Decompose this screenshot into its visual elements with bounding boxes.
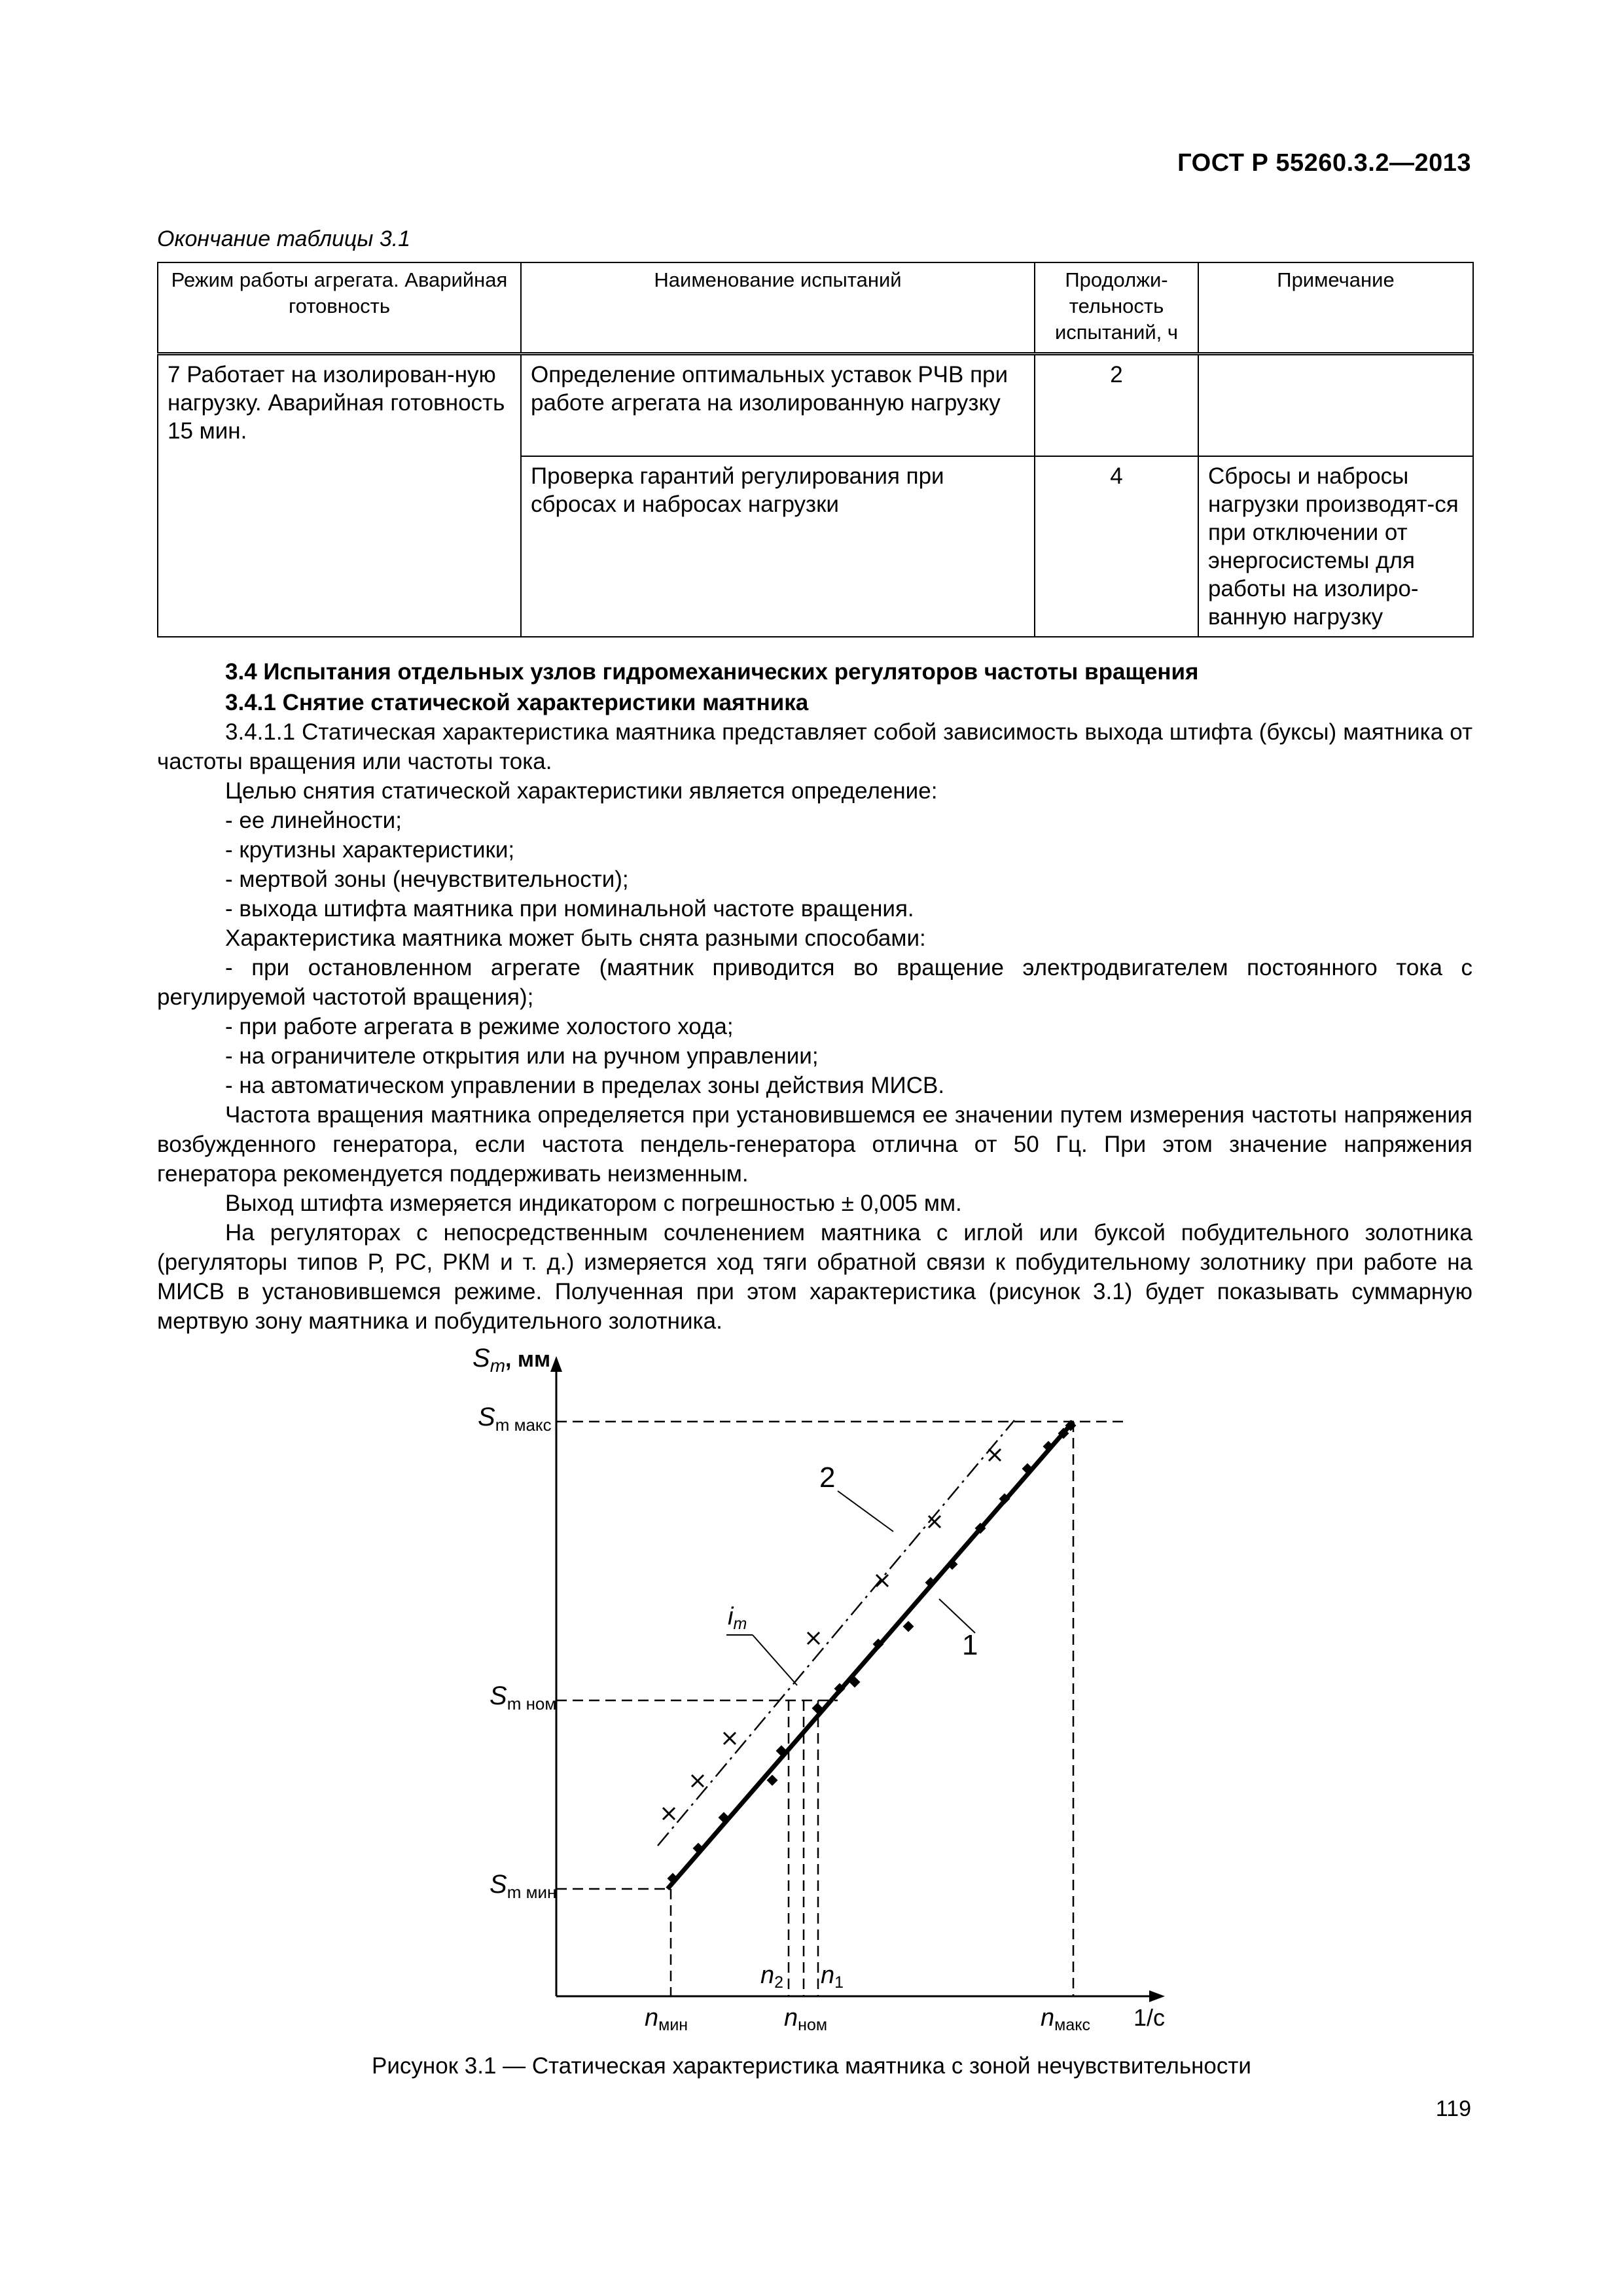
curve-1 xyxy=(668,1422,1073,1889)
curve-1-leader xyxy=(939,1599,975,1633)
data-point xyxy=(767,1775,778,1786)
list-item: - крутизны характеристики; xyxy=(225,837,515,863)
list-item: - мертвой зоны (нечувствительности); xyxy=(225,867,629,892)
n2-label: n2 xyxy=(760,1962,784,1992)
curve-2-number: 2 xyxy=(819,1462,836,1494)
table-row xyxy=(158,354,1473,456)
curve-2 xyxy=(658,1420,1014,1846)
snom-label: $S_{m ном}$ xyxy=(490,1681,557,1713)
cell-test: Определение оптимальных уставок РЧВ при работе агрегата на изолированную нагрузку xyxy=(521,354,1035,456)
smin-label: $S_{m мин}$ xyxy=(490,1870,557,1902)
cell-mode: 7 Работает на изолирован-ную нагрузку. Аварийная готовность 15 мин. xyxy=(158,354,521,637)
col-header-mode: Режим работы агрегата. Аварийная готовность xyxy=(158,262,521,354)
nnom-label: nном xyxy=(784,2004,828,2034)
data-point xyxy=(724,1732,736,1744)
smax-label: $S_{m макс}$ xyxy=(478,1403,552,1435)
y-axis-label: $S_m^{, мм}$ xyxy=(473,1344,551,1376)
data-point xyxy=(929,1516,940,1528)
curve-1-number: 1 xyxy=(962,1629,978,1661)
table-caption: Окончание таблицы 3.1 xyxy=(157,226,411,251)
nmin-label: nмин xyxy=(645,2004,688,2034)
figure-3-1 xyxy=(445,1342,1217,2049)
x-axis-unit: 1/с xyxy=(1133,2004,1166,2031)
list-item: - на ограничителе открытия или на ручном управлении; xyxy=(225,1043,819,1069)
data-point xyxy=(663,1808,675,1820)
cell-note xyxy=(1198,354,1473,456)
cell-duration: 2 xyxy=(1035,354,1198,456)
col-header-test: Наименование испытаний xyxy=(521,262,1035,354)
x-axis-arrow-icon xyxy=(1149,1990,1165,2002)
list-item: - на автоматическом управлении в пределах зоны действия МИСВ. xyxy=(225,1073,945,1098)
table-header-row xyxy=(158,262,1473,354)
data-point xyxy=(668,1873,679,1884)
curve-2-points xyxy=(663,1449,1001,1820)
heading-3-4-1: 3.4.1 Снятие статической характеристики маятника xyxy=(225,690,809,715)
col-header-duration: Продолжи-тельность испытаний, ч xyxy=(1035,262,1198,354)
section-text xyxy=(157,657,1472,1336)
y-axis-arrow-icon xyxy=(550,1356,562,1372)
list-item: - при работе агрегата в режиме холостого хода; xyxy=(225,1014,734,1039)
data-point xyxy=(808,1632,819,1644)
list-item: - ее линейности; xyxy=(225,808,402,833)
tests-table xyxy=(157,262,1474,637)
paragraph: Целью снятия статической характеристики является определение: xyxy=(225,778,938,804)
paragraph: Выход штифта измеряется индикатором с погрешностью ± 0,005 мм. xyxy=(225,1191,962,1216)
paragraph: Частота вращения маятника определяется при установившемся ее значении путем измерения частоты напряжения возбужденного генератора, если частота пендель-генератора отлична от 50 Гц. При этом значение напряжения генератора рекомендуется поддерживать неизменным. xyxy=(157,1102,1472,1187)
cell-note: Сбросы и набросы нагрузки производят-ся при отключении от энергосистемы для работы на изолиро-ванную нагрузку xyxy=(1198,456,1473,637)
data-point xyxy=(903,1621,914,1632)
page-number: 119 xyxy=(1435,2096,1471,2121)
figure-caption: Рисунок 3.1 — Статическая характеристика маятника с зоной нечувствительности xyxy=(372,2053,1251,2079)
paragraph: Характеристика маятника может быть снята разными способами: xyxy=(225,925,926,951)
list-item: - при остановленном агрегате (маятник приводится во вращение электродвигателем постоянного тока с регулируемой частотой вращения); xyxy=(157,955,1472,1010)
paragraph: 3.4.1.1 Статическая характеристика маятника представляет собой зависимость выхода штифта (буксы) маятника от частоты вращения или частоты тока. xyxy=(157,719,1472,774)
paragraph: На регуляторах с непосредственным сочленением маятника с иглой или буксой побудительного золотника (регуляторы типов Р, РС, РКМ и т. д.) измеряется ход тяги обратной связи к побудительному золотнику при работе на МИСВ в установившемся режиме. Полученная при этом характеристика (рисунок 3.1) будет показывать суммарную мертвую зону маятника и побудительного золотника. xyxy=(157,1220,1472,1334)
data-point xyxy=(692,1775,704,1787)
data-point xyxy=(989,1449,1001,1461)
curve-2-leader xyxy=(838,1491,893,1532)
im-label: im xyxy=(728,1603,747,1633)
col-header-note: Примечание xyxy=(1198,262,1473,354)
im-leader xyxy=(753,1635,797,1685)
heading-3-4: 3.4 Испытания отдельных узлов гидромеханических регуляторов частоты вращения xyxy=(225,659,1199,685)
cell-test: Проверка гарантий регулирования при сбросах и набросах нагрузки xyxy=(521,456,1035,637)
list-item: - выхода штифта маятника при номинальной частоте вращения. xyxy=(225,896,914,922)
cell-duration: 4 xyxy=(1035,456,1198,637)
static-characteristic-chart xyxy=(445,1342,1217,2049)
data-point xyxy=(876,1575,888,1587)
nmax-label: nмакс xyxy=(1041,2004,1090,2034)
reference-lines xyxy=(556,1422,1129,1996)
n1-label: n1 xyxy=(821,1962,844,1992)
standard-designation: ГОСТ Р 55260.3.2—2013 xyxy=(1177,149,1471,177)
